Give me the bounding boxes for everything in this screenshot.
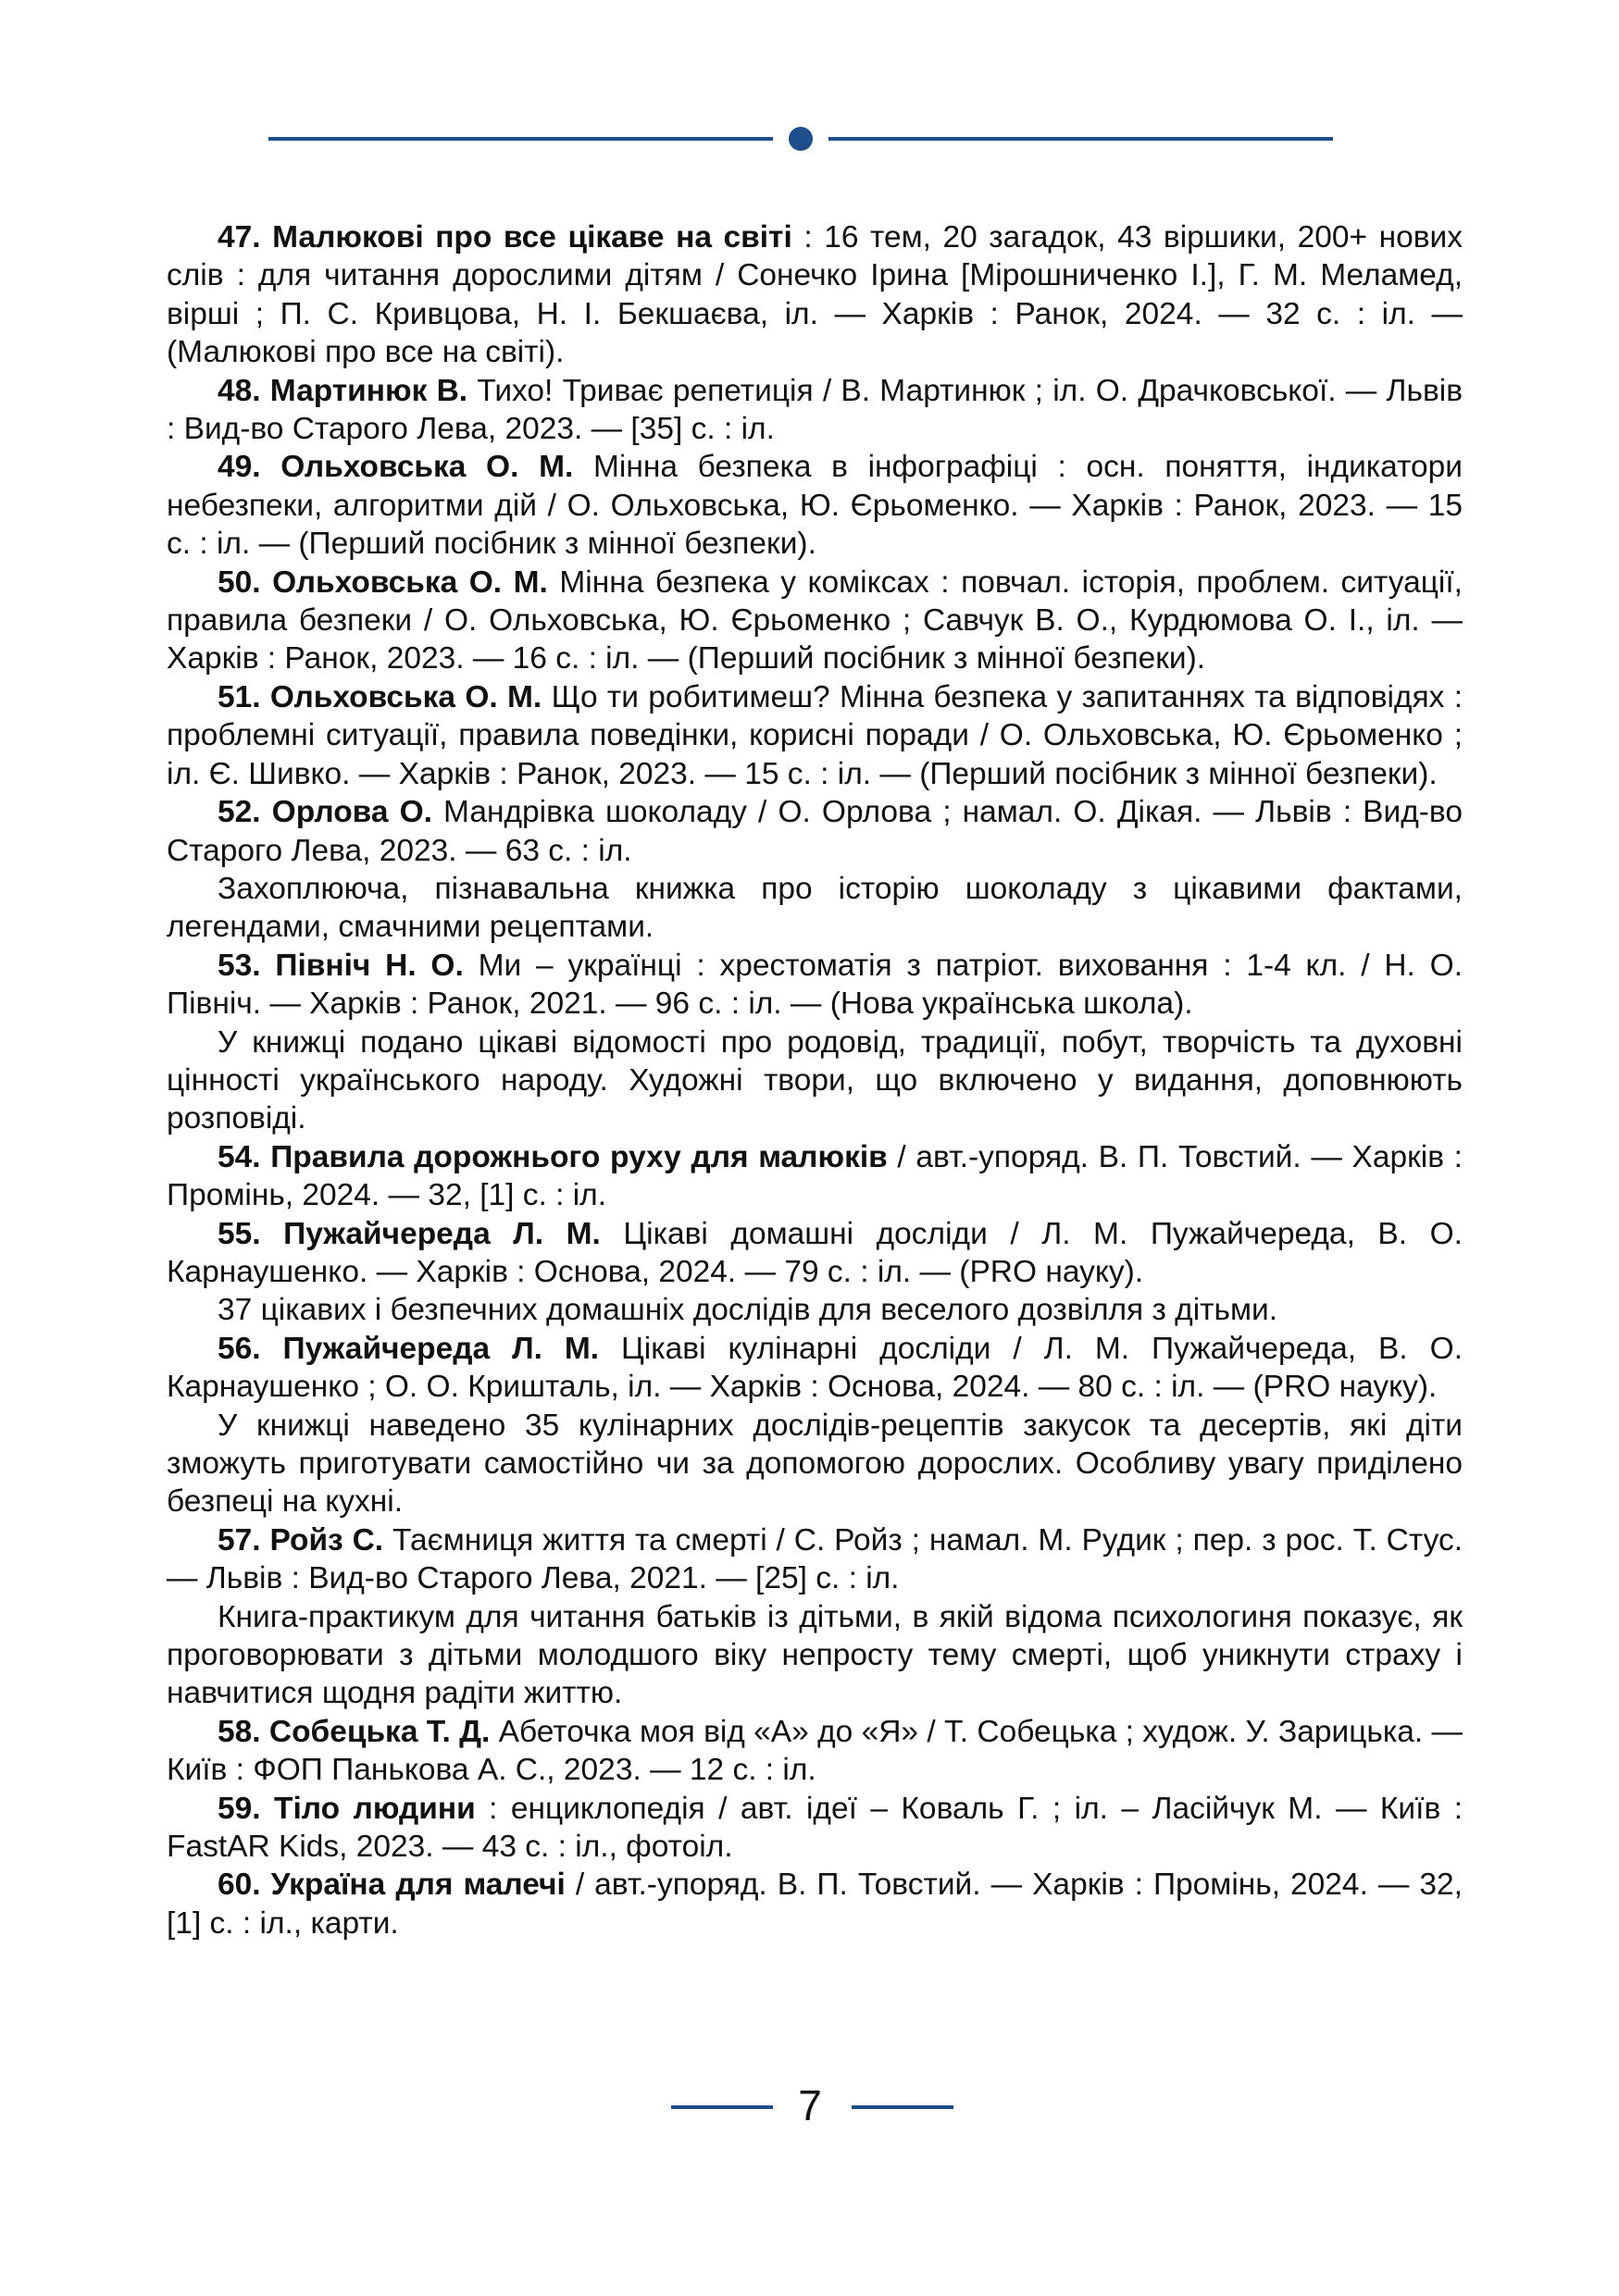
bibliography-list <box>167 218 1463 1942</box>
bibliography-entry <box>167 1713 1463 1790</box>
entry-heading: 53. Північ Н. О. <box>218 948 464 983</box>
entry-annotation: У книжці подано цікаві відомості про родовід, традиції, побут, творчість та духовні цінності українського народу. Художні твори, що включено у видання, доповнюють розповіді. <box>167 1024 1463 1136</box>
entry-description: Тихо! Триває репетиція / В. Мартинюк ; іл. О. Драчковської. — Львів : Вид-во Старого Лева, 2023. — [35] с. : іл. <box>167 373 1463 447</box>
bibliography-entry <box>167 1866 1463 1942</box>
entry-description: Таємниця життя та смерті / С. Ройз ; намал. М. Рудик ; пер. з рос. Т. Стус. — Львів : Вид-во Старого Лева, 2021. — [25] с. : іл. <box>167 1522 1463 1596</box>
header-divider-left-line <box>268 137 773 141</box>
entry-annotation: Захоплююча, пізнавальна книжка про історію шоколаду з цікавими фактами, легендами, смачними рецептами. <box>167 871 1463 945</box>
entry-description: / авт.-упоряд. В. П. Товстий. — Харків : Промінь, 2024. — 32, [1] с. : іл. <box>167 1139 1463 1213</box>
entry-heading: 47. Малюкові про все цікаве на світі <box>218 220 792 254</box>
bibliography-entry <box>167 947 1463 1024</box>
entry-annotation: 37 цікавих і безпечних домашніх дослідів для веселого дозвілля з дітьми. <box>218 1293 1278 1328</box>
entry-heading: 60. Україна для малечі <box>218 1868 566 1903</box>
entry-description: Ми – українці : хрестоматія з патріот. виховання : 1-4 кл. / Н. О. Північ. — Харків : Ранок, 2021. — 96 с. : іл. — (Нова українська школа). <box>167 948 1463 1022</box>
entry-heading: 54. Правила дорожнього руху для малюків <box>218 1139 888 1174</box>
entry-description: Мінна безпека у коміксах : повчал. історія, проблем. ситуації, правила безпеки / О. Ольховська, Ю. Єрьоменко ; Савчук В. О., Курдюмова О. І., іл. — Харків : Ранок, 2023. — 16 с. : іл. — (Перший посібник з мінної безпеки). <box>167 565 1463 676</box>
bibliography-entry <box>167 372 1463 449</box>
entry-description: : енциклопедія / авт. ідеї – Коваль Г. ; іл. – Ласійчук М. — Київ : FastAR Kids, 2023. — 43 с. : іл., фотоіл. <box>167 1791 1463 1865</box>
entry-annotation: Книга-практикум для читання батьків із дітьми, в якій відома психологиня показує, як проговорювати з дітьми молодшого віку непросту тему смерті, щоб уникнути страху і навчитися щодня радіти життю. <box>167 1599 1463 1711</box>
entry-heading: 48. Мартинюк В. <box>218 373 468 408</box>
entry-heading: 57. Ройз С. <box>218 1522 384 1558</box>
page-number: 7 <box>798 2081 822 2129</box>
header-divider-dot <box>789 127 813 151</box>
bibliography-entry <box>167 1138 1463 1215</box>
entry-heading: 58. Собецька Т. Д. <box>218 1714 491 1749</box>
entry-description: Цікаві домашні досліди / Л. М. Пужайчереда, В. О. Карнаушенко. — Харків : Основа, 2024. — 79 с. : іл. — (PRO науку). <box>167 1216 1463 1289</box>
entry-heading: 56. Пужайчереда Л. М. <box>218 1331 600 1366</box>
entry-description: Абеточка моя від «А» до «Я» / Т. Собецька ; худож. У. Зарицька. — Київ : ФОП Панькова А. С., 2023. — 12 с. : іл. <box>167 1714 1463 1788</box>
footer-left-line <box>671 2105 773 2109</box>
bibliography-entry <box>167 678 1463 793</box>
page-footer <box>648 2078 972 2133</box>
bibliography-entry <box>167 1790 1463 1867</box>
bibliography-entry <box>167 564 1463 678</box>
bibliography-entry <box>167 218 1463 372</box>
entry-description: : 16 тем, 20 загадок, 43 віршики, 200+ нових слів : для читання дорослими дітям / Сонечко Ірина [Мірошниченко І.], Г. М. Меламед, вірші ; П. С. Кривцова, Н. І. Бекшаєва, іл. — Харків : Ранок, 2024. — 32 с. : іл. — (Малюкові про все на світі). <box>167 220 1463 370</box>
entry-heading: 50. Ольховська О. М. <box>218 565 548 600</box>
entry-description: Мінна безпека в інфографіці : осн. поняття, індикатори небезпеки, алгоритми дій / О. Ольховська, Ю. Єрьоменко. — Харків : Ранок, 2023. — 15 с. : іл. — (Перший посібник з мінної безпеки). <box>167 450 1463 562</box>
bibliography-entry <box>167 1521 1463 1598</box>
entry-heading: 51. Ольховська О. М. <box>218 679 542 714</box>
entry-heading: 59. Тіло людини <box>218 1791 476 1826</box>
entry-description: Мандрівка шоколаду / О. Орлова ; намал. О. Дікая. — Львів : Вид-во Старого Лева, 2023. — 63 с. : іл. <box>167 795 1463 868</box>
header-divider-right-line <box>828 137 1333 141</box>
footer-right-line <box>852 2105 953 2109</box>
bibliography-entry <box>167 448 1463 563</box>
entry-heading: 55. Пужайчереда Л. М. <box>218 1216 601 1251</box>
bibliography-entry <box>167 1330 1463 1407</box>
entry-description: / авт.-упоряд. В. П. Товстий. — Харків : Промінь, 2024. — 32, [1] с. : іл., карти. <box>167 1868 1463 1941</box>
entry-heading: 52. Орлова О. <box>218 795 432 830</box>
entry-heading: 49. Ольховська О. М. <box>218 450 574 485</box>
header-divider <box>268 130 1333 148</box>
bibliography-entry <box>167 1215 1463 1292</box>
entry-annotation: У книжці наведено 35 кулінарних дослідів-рецептів закусок та десертів, які діти зможуть приготувати самостійно чи за допомогою дорослих. Особливу увагу приділено безпеці на кухні. <box>167 1408 1463 1520</box>
bibliography-entry <box>167 793 1463 870</box>
entry-description: Що ти робитимеш? Мінна безпека у запитаннях та відповідях : проблемні ситуації, правила поведінки, корисні поради / О. Ольховська, Ю. Єрьоменко ; іл. Є. Шивко. — Харків : Ранок, 2023. — 15 с. : іл. — (Перший посібник з мінної безпеки). <box>167 679 1463 791</box>
entry-description: Цікаві кулінарні досліди / Л. М. Пужайчереда, В. О. Карнаушенко ; О. О. Кришталь, іл. — Харків : Основа, 2024. — 80 с. : іл. — (PRO науку). <box>167 1331 1463 1405</box>
